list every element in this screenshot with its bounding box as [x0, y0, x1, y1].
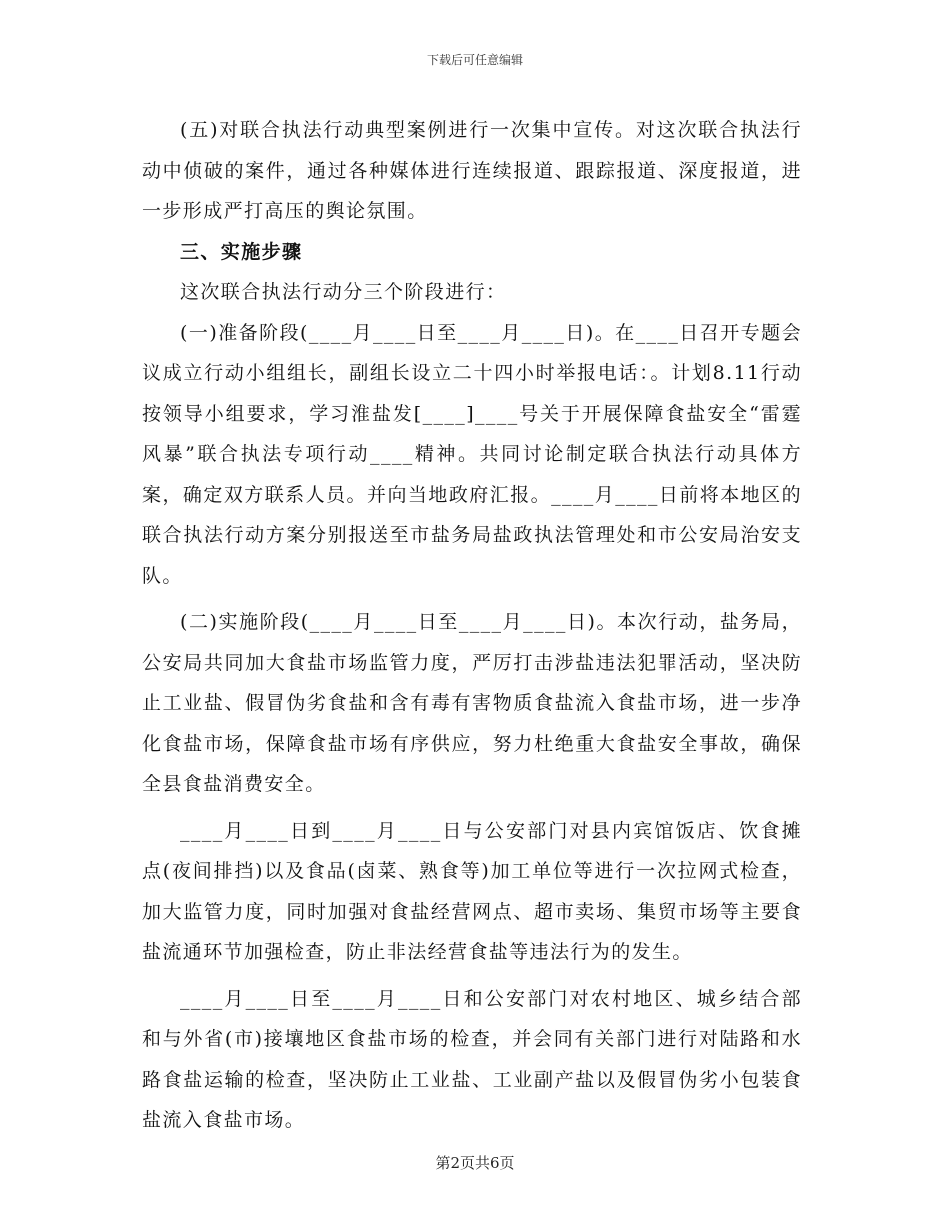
page-number: 第2页共6页 — [435, 1154, 515, 1172]
paragraph-three-stages: 这次联合执法行动分三个阶段进行： — [180, 281, 507, 303]
paragraph-preparation-stage: (一)准备阶段(____月____日至____月____日)。在____日召开专题会议成立行动小组组长，副组长设立二十四小时举报电话：。计划8.11行动按领导小组要求，学习淮盐发[____]____号关于开展保障食盐安全“雷霆风暴”联合执法专项行动____精神。共同讨论制定联合执法行动具体方案，确定双方联系人员。并向当地政府汇报。____月____日前将本地区的联合执法行动方案分别报送至市盐务局盐政执法管理处和市公安局治安支队。 — [142, 321, 802, 587]
paragraph-inspection-urban: ____月____日到____月____日与公安部门对县内宾馆饭店、饮食摊点(夜间排挡)以及食品(卤菜、熟食等)加工单位等进行一次拉网式检查，加大监管力度，同时加强对食盐经营网点、超市卖场、集贸市场等主要食盐流通环节加强检查，防止非法经营食盐等违法行为的发生。 — [142, 819, 802, 963]
page-header: 下载后可任意编辑 — [426, 53, 523, 67]
document-body — [142, 110, 802, 1141]
section-heading-implementation-steps: 三、实施步骤 — [180, 240, 303, 263]
paragraph-case-publicity: (五)对联合执法行动典型案例进行一次集中宣传。对这次联合执法行动中侦破的案件，通过各种媒体进行连续报道、跟踪报道、深度报道，进一步形成严打高压的舆论氛围。 — [142, 119, 802, 222]
paragraph-inspection-rural: ____月____日至____月____日和公安部门对农村地区、城乡结合部和与外省(市)接壤地区食盐市场的检查，并会同有关部门进行对陆路和水路食盐运输的检查，坚决防止工业盐、工业副产盐以及假冒伪劣小包装食盐流入食盐市场。 — [142, 987, 802, 1131]
paragraph-implementation-stage: (二)实施阶段(____月____日至____月____日)。本次行动，盐务局，公安局共同加大食盐市场监管力度，严厉打击涉盐违法犯罪活动，坚决防止工业盐、假冒伪劣食盐和含有毒有害物质食盐流入食盐市场，进一步净化食盐市场，保障食盐市场有序供应，努力杜绝重大食盐安全事故，确保全县食盐消费安全。 — [142, 611, 802, 795]
